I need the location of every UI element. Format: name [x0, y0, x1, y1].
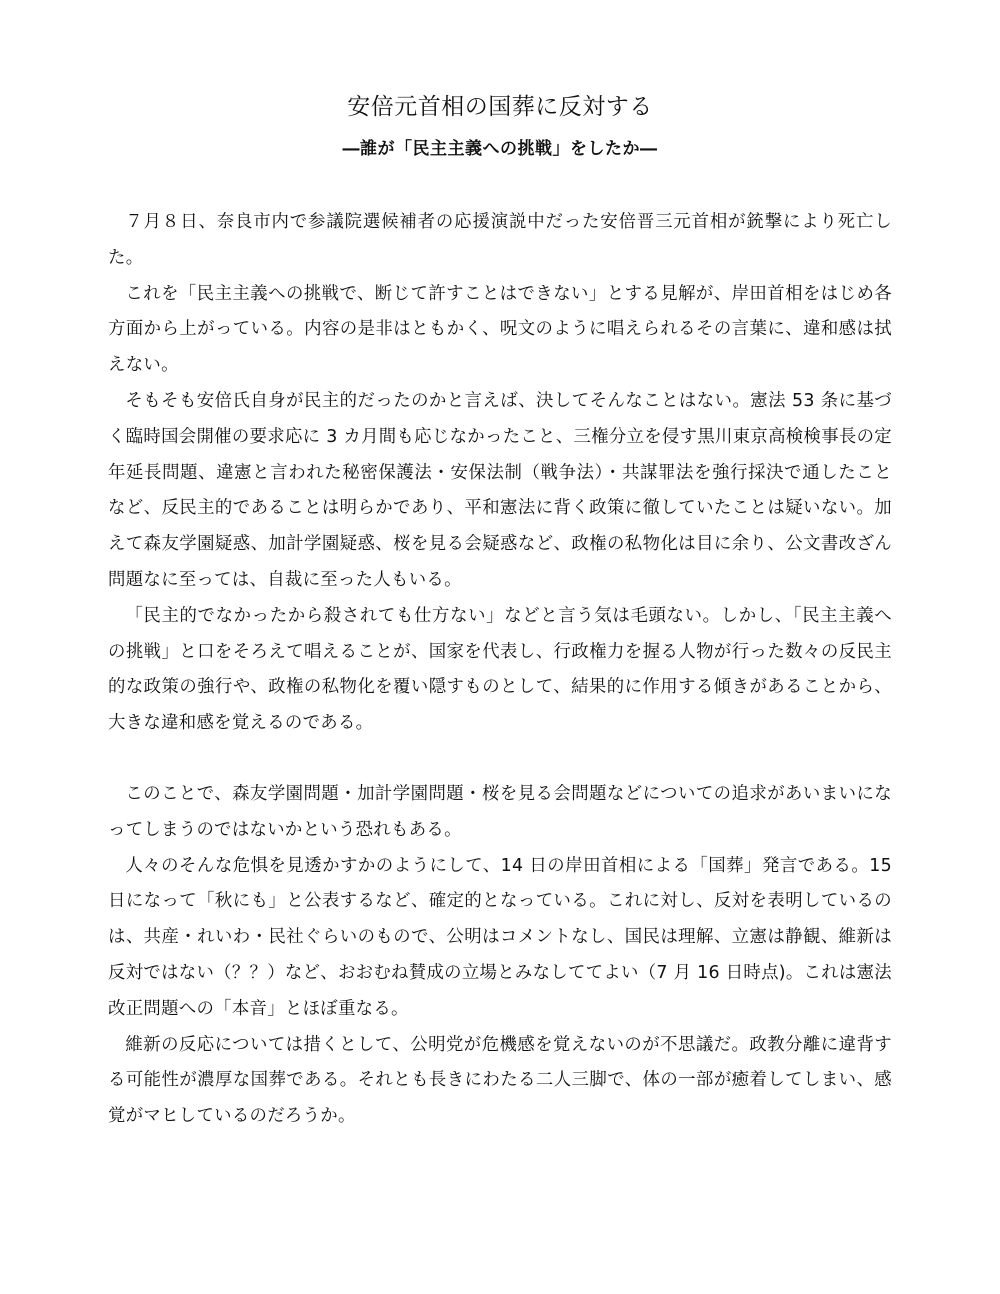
- paragraph: 人々のそんな危惧を見透かすかのようにして、14 日の岸田首相による「国葬」発言である。15 日になって「秋にも」と公表するなど、確定的となっている。これに対し、反対を表明しているのは、共産・れいわ・民社ぐらいのもので、公明はコメントなし、国民は理解、立憲は静観、維新は反対ではない（？？）など、おおむね賛成の立場とみなしててよい（7 月 16 日時点)。これは憲法改正問題への「本音」とほぼ重なる。: [108, 855, 892, 1019]
- paragraph: 「民主的でなかったから殺されても仕方ない」などと言う気は毛頭ない。しかし、「民主主義への挑戦」と口をそろえて唱えることが、国家を代表し、行政権力を握る人物が行った数々の反民主的な政策の強行や、政権の私物化を覆い隠すものとして、結果的に作用する傾きがあることから、大きな違和感を覚えるのである。: [108, 605, 892, 734]
- paragraph: ７月８日、奈良市内で参議院選候補者の応援演説中だった安倍晋三元首相が銃撃により死亡した。: [108, 212, 892, 268]
- paragraph: そもそも安倍氏自身が民主的だったのかと言えば、決してそんなことはない。憲法 53 条に基づく臨時国会開催の要求応に 3 カ月間も応じなかったこと、三権分立を侵す黒川東京高検検事長の定年延長問題、違憲と言われた秘密保護法・安保法制（戦争法）・共謀罪法を強行採決で通したことなど、反民主的であることは明らかであり、平和憲法に背く政策に徹していたことは疑いない。加えて森友学園疑惑、加計学園疑惑、桜を見る会疑惑など、政権の私物化は目に余り、公文書改ざん問題なに至っては、自裁に至った人もいる。: [108, 390, 892, 590]
- document-subtitle: ―誰が「民主主義への挑戦」をしたか―: [342, 139, 658, 159]
- document-title: 安倍元首相の国葬に反対する: [347, 94, 653, 120]
- paragraph: これを「民主主義への挑戦で、断じて許すことはできない」とする見解が、岸田首相をはじめ各方面から上がっている。内容の是非はともかく、呪文のように唱えられるその言葉に、違和感は拭えない。: [108, 283, 892, 376]
- paragraph: 維新の反応については措くとして、公明党が危機感を覚えないのが不思議だ。政教分離に違背する可能性が濃厚な国葬である。それとも長きにわたる二人三脚で、体の一部が癒着してしまい、感覚がマヒしているのだろうか。: [108, 1034, 892, 1127]
- section-gap: [108, 742, 892, 777]
- paragraph: このことで、森友学園問題・加計学園問題・桜を見る会問題などについての追求があいまいになってしまうのではないかという恐れもある。: [108, 783, 892, 840]
- document-body: [108, 205, 892, 1135]
